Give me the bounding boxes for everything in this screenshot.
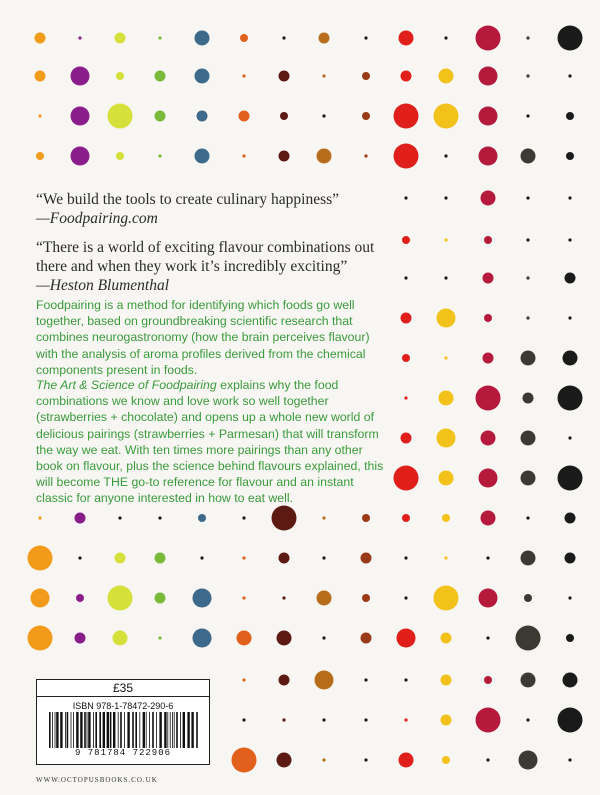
dot <box>193 629 212 648</box>
barcode-bar <box>191 712 193 748</box>
dot <box>481 431 496 446</box>
dot <box>434 586 459 611</box>
blurb-paragraph-1: Foodpairing is a method for identifying which foods go well together, based on groundbreaking scientific research that combines neurogastronomy (how the brain perceives flavour) with the analysis of aroma profiles derived from the chemical components present in foods. <box>36 298 370 377</box>
dot <box>362 112 370 120</box>
dot <box>565 513 576 524</box>
dot <box>322 758 325 761</box>
barcode-bar <box>93 712 94 748</box>
dot <box>242 596 245 599</box>
barcode-bar <box>60 712 62 748</box>
price-label: £35 <box>37 680 209 697</box>
dot <box>568 316 571 319</box>
barcode-bar <box>107 712 109 748</box>
isbn-label: ISBN 978-1-78472-290-6 <box>72 701 174 711</box>
dot <box>404 196 407 199</box>
barcode-bar <box>76 712 78 748</box>
dot <box>361 553 372 564</box>
dot <box>322 516 325 519</box>
dot <box>404 596 407 599</box>
dot <box>78 556 81 559</box>
dot <box>563 351 578 366</box>
barcode-bar <box>73 712 74 748</box>
dot <box>526 316 529 319</box>
dot <box>402 354 410 362</box>
dot <box>242 556 245 559</box>
dot <box>193 589 212 608</box>
dot <box>232 748 257 773</box>
dot <box>272 506 297 531</box>
barcode-box <box>36 679 210 765</box>
dot <box>558 26 583 51</box>
dot <box>158 154 161 157</box>
dot <box>401 71 412 82</box>
dot <box>444 238 447 241</box>
dot <box>521 431 536 446</box>
barcode-bar <box>146 712 147 748</box>
dot <box>479 67 498 86</box>
dot <box>108 586 133 611</box>
barcode-bar <box>149 712 150 748</box>
dot <box>322 114 325 117</box>
dot <box>71 67 90 86</box>
barcode-number: 9 781784 722906 <box>74 748 171 758</box>
barcode-bar <box>159 712 161 748</box>
dot <box>441 675 452 686</box>
dot <box>566 152 574 160</box>
dot <box>439 471 454 486</box>
dot <box>242 74 245 77</box>
dot <box>237 631 252 646</box>
dot <box>486 556 489 559</box>
dot <box>444 556 447 559</box>
dot <box>434 104 459 129</box>
dot <box>317 149 332 164</box>
barcode-bar <box>172 712 173 748</box>
dot <box>362 72 370 80</box>
barcode-bar <box>118 712 119 748</box>
dot <box>35 71 46 82</box>
dot <box>71 147 90 166</box>
dot <box>155 553 166 564</box>
dot <box>402 514 410 522</box>
dot <box>28 546 53 571</box>
dot <box>476 26 501 51</box>
dot <box>31 589 50 608</box>
barcode-bar <box>110 712 112 748</box>
dot <box>158 636 161 639</box>
dot <box>404 276 407 279</box>
barcode-bar <box>56 712 58 748</box>
quote-heston <box>36 238 376 295</box>
dot <box>442 756 450 764</box>
dot <box>240 34 248 42</box>
dot <box>279 71 290 82</box>
dot <box>115 33 126 44</box>
dot <box>401 313 412 324</box>
dot <box>279 553 290 564</box>
dot <box>526 114 529 117</box>
dot <box>484 236 492 244</box>
barcode-bar <box>174 712 175 748</box>
dot <box>36 152 44 160</box>
dot <box>483 273 494 284</box>
dot <box>481 191 496 206</box>
barcode-bar <box>80 712 82 748</box>
dot <box>361 633 372 644</box>
dot <box>158 516 161 519</box>
barcode-bar <box>176 712 178 748</box>
dot <box>483 353 494 364</box>
dot <box>444 356 447 359</box>
dot <box>444 276 447 279</box>
dot <box>444 36 447 39</box>
dot <box>38 516 41 519</box>
dot <box>439 69 454 84</box>
dot <box>568 596 571 599</box>
quote-attribution: —Foodpairing.com <box>36 210 158 227</box>
barcode-bar <box>113 712 115 748</box>
dot <box>76 594 84 602</box>
barcode-bar <box>167 712 168 748</box>
dot <box>394 466 419 491</box>
dot <box>437 429 456 448</box>
dot <box>364 718 367 721</box>
barcode-bar <box>84 712 86 748</box>
dot <box>437 309 456 328</box>
barcode-bar <box>65 712 66 748</box>
dot <box>322 718 325 721</box>
dot <box>394 104 419 129</box>
dot <box>439 391 454 406</box>
dot <box>108 104 133 129</box>
dot <box>481 511 496 526</box>
dot <box>486 636 489 639</box>
dot <box>195 69 210 84</box>
barcode-bar <box>139 712 140 748</box>
dot <box>282 718 285 721</box>
dot <box>568 436 571 439</box>
quote-text: “We build the tools to create culinary happiness” <box>36 191 340 208</box>
barcode-bar <box>49 712 51 748</box>
dot <box>75 513 86 524</box>
dot <box>565 553 576 564</box>
blurb-paragraph-2 <box>36 377 388 507</box>
dot <box>404 718 407 721</box>
dot <box>282 36 285 39</box>
dot <box>242 718 245 721</box>
dot <box>242 516 245 519</box>
blurb-text: explains why the food combinations we know and love work so well together (strawberries + chocolate) and opens up a whole new world of delicious pairings (strawberries + Parmesan) that will transform the way we eat. With ten times more pairings than any other book on flavour, plus the science behind flavours explained, this will become THE go-to reference for flavour and an instant classic for anyone interested in how to eat well. <box>36 378 384 506</box>
dot <box>568 74 571 77</box>
dot <box>521 673 536 688</box>
dot <box>524 594 532 602</box>
dot <box>280 112 288 120</box>
dot <box>317 591 332 606</box>
barcode-bar <box>143 712 145 748</box>
quote-foodpairing <box>36 190 376 228</box>
barcode-bar <box>170 712 171 748</box>
dot <box>516 626 541 651</box>
barcode-bar <box>127 712 129 748</box>
dot <box>404 678 407 681</box>
dot <box>116 152 124 160</box>
dot <box>282 596 285 599</box>
dot <box>116 72 124 80</box>
barcode-bar <box>71 712 72 748</box>
barcode-bar <box>55 712 56 748</box>
dot <box>444 154 447 157</box>
dot <box>519 751 538 770</box>
book-title: The Art & Science of Foodpairing <box>36 378 217 392</box>
dot <box>568 758 571 761</box>
dot <box>155 71 166 82</box>
dot <box>195 31 210 46</box>
dot <box>158 36 161 39</box>
dot <box>242 678 245 681</box>
barcode-bar <box>67 712 69 748</box>
dot <box>526 36 529 39</box>
dot <box>78 36 81 39</box>
dot <box>319 33 330 44</box>
dot <box>155 593 166 604</box>
dot <box>404 556 407 559</box>
dot <box>568 196 571 199</box>
dot <box>444 196 447 199</box>
barcode-bar <box>180 712 181 748</box>
dot <box>115 553 126 564</box>
barcode-bar <box>183 712 185 748</box>
dot <box>566 112 574 120</box>
dot <box>197 111 208 122</box>
dot <box>521 149 536 164</box>
barcode-bar <box>95 712 97 748</box>
dot <box>394 144 419 169</box>
dot <box>441 715 452 726</box>
barcode-bar <box>187 712 189 748</box>
dot <box>279 675 290 686</box>
dot <box>402 236 410 244</box>
publisher-url: WWW.OCTOPUSBOOKS.CO.UK <box>36 776 158 784</box>
dot <box>521 351 536 366</box>
barcode-bar <box>103 712 105 748</box>
dot <box>521 471 536 486</box>
dot <box>195 149 210 164</box>
dot <box>442 514 450 522</box>
dot <box>565 273 576 284</box>
dot <box>397 629 416 648</box>
barcode-bar <box>88 712 90 748</box>
barcode-bar <box>132 712 134 748</box>
barcode-bar <box>156 712 157 748</box>
dot <box>484 314 492 322</box>
dot <box>399 753 414 768</box>
dot <box>486 758 489 761</box>
dot <box>479 147 498 166</box>
dot <box>362 514 370 522</box>
barcode-bar <box>164 712 166 748</box>
barcode-bar <box>135 712 137 748</box>
dot <box>441 633 452 644</box>
dot <box>568 238 571 241</box>
dot <box>523 393 534 404</box>
barcode-bar <box>87 712 88 748</box>
dot <box>35 33 46 44</box>
dot <box>563 673 578 688</box>
dot <box>364 678 367 681</box>
dot <box>71 107 90 126</box>
barcode-bar <box>124 712 125 748</box>
dot <box>526 276 529 279</box>
dot <box>526 718 529 721</box>
dot <box>277 631 292 646</box>
dot <box>239 111 250 122</box>
dot <box>362 594 370 602</box>
dot <box>118 516 121 519</box>
dot <box>476 708 501 733</box>
dot <box>322 636 325 639</box>
barcode-bar <box>120 712 122 748</box>
dot <box>198 514 206 522</box>
dot <box>155 111 166 122</box>
dot <box>558 466 583 491</box>
dot <box>28 626 53 651</box>
dot <box>315 671 334 690</box>
dot <box>484 676 492 684</box>
dot <box>526 74 529 77</box>
dot <box>200 556 203 559</box>
dot <box>279 151 290 162</box>
barcode-bars <box>49 712 199 748</box>
dot <box>526 516 529 519</box>
barcode-bar <box>52 712 53 748</box>
dot <box>558 708 583 733</box>
dot <box>558 386 583 411</box>
dot <box>476 386 501 411</box>
dot <box>277 753 292 768</box>
quote-attribution: —Heston Blumenthal <box>36 277 170 294</box>
dot <box>401 433 412 444</box>
dot <box>479 469 498 488</box>
dot <box>526 196 529 199</box>
barcode-bar <box>99 712 101 748</box>
dot <box>404 396 407 399</box>
dot <box>38 114 41 117</box>
dot <box>364 758 367 761</box>
dot <box>521 551 536 566</box>
dot <box>322 74 325 77</box>
dot <box>364 154 367 157</box>
barcode-bar <box>196 712 198 748</box>
dot <box>479 107 498 126</box>
dot <box>479 589 498 608</box>
dot <box>364 36 367 39</box>
barcode-bar <box>152 712 154 748</box>
dot <box>399 31 414 46</box>
quote-text: “There is a world of exciting flavour combinations out there and when they work it’s incredibly exciting” <box>36 239 375 275</box>
dot <box>526 238 529 241</box>
dot <box>113 631 128 646</box>
dot <box>322 556 325 559</box>
dot <box>566 634 574 642</box>
dot <box>242 154 245 157</box>
dot <box>75 633 86 644</box>
